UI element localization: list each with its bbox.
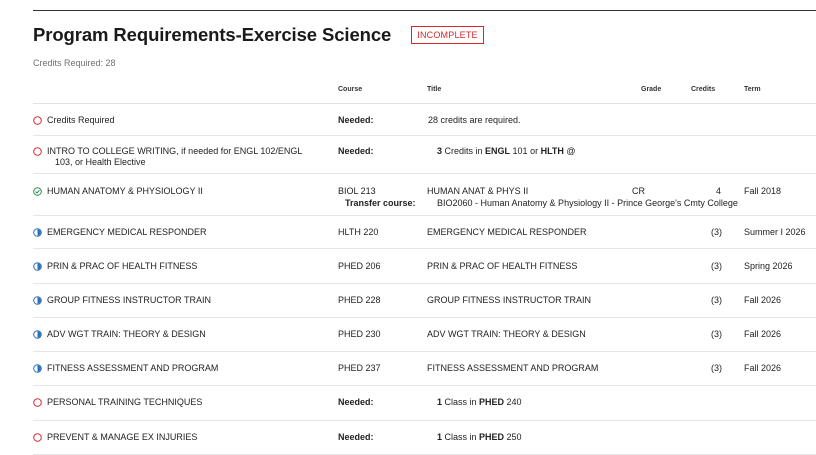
course-code[interactable]: HLTH 220 [338,227,379,237]
empty-circle-icon [33,116,42,125]
course-title: HUMAN ANAT & PHYS II [427,186,529,196]
needed-detail [437,397,522,407]
course-credits: (3) [711,227,722,237]
course-credits: 4 [716,186,722,196]
needed-detail [437,432,522,442]
course-title: PRIN & PRAC OF HEALTH FITNESS [427,261,578,271]
needed-mid-text: Credits in [442,146,486,156]
page-header [33,24,484,46]
requirement-label-line2: 103, or Health Elective [55,157,146,167]
half-circle-icon [33,364,42,373]
course-term: Fall 2018 [744,186,782,196]
course-term: Spring 2026 [744,261,793,271]
requirement-row[interactable] [33,104,816,136]
column-header-title: Title [427,86,442,93]
course-title: EMERGENCY MEDICAL RESPONDER [427,227,587,237]
requirement-row[interactable] [33,136,816,174]
course-link-phed[interactable]: PHED [479,432,505,442]
requirement-label: HUMAN ANATOMY & PHYSIOLOGY II [47,186,203,196]
column-header-term: Term [744,86,761,93]
half-circle-icon [33,228,42,237]
requirement-row[interactable] [33,318,816,352]
column-header-credits: Credits [691,86,716,93]
half-circle-icon [33,262,42,271]
transfer-course-detail: BIO2060 - Human Anatomy & Physiology II - Prince George's Cmty College [437,198,738,208]
requirement-row[interactable] [33,352,816,386]
needed-mid-text: Class in [442,397,480,407]
requirement-label: PREVENT & MANAGE EX INJURIES [47,432,198,442]
course-credits: (3) [711,363,722,373]
course-credits: (3) [711,295,722,305]
check-circle-icon [33,187,42,196]
requirement-label: Credits Required [47,115,115,125]
needed-tail-text: @ [563,146,576,156]
column-header-grade: Grade [641,86,662,93]
requirement-label [47,146,302,168]
requirement-row[interactable] [33,421,816,455]
column-headers [33,80,816,104]
requirement-row[interactable] [33,386,816,421]
requirements-table [33,104,816,455]
credits-required-text: Credits Required: 28 [33,58,116,68]
course-link-phed[interactable]: PHED [479,397,505,407]
empty-circle-icon [33,147,42,156]
course-title: ADV WGT TRAIN: THEORY & DESIGN [427,329,586,339]
requirement-label: PERSONAL TRAINING TECHNIQUES [47,397,203,407]
course-term: Summer I 2026 [744,227,806,237]
top-divider [33,10,816,11]
needed-detail [437,146,576,156]
course-code[interactable]: BIOL 213 [338,186,376,196]
course-code[interactable]: PHED 237 [338,363,381,373]
requirement-row[interactable] [33,216,816,249]
course-code[interactable]: PHED 206 [338,261,381,271]
course-code[interactable]: PHED 230 [338,329,381,339]
course-link-engl[interactable]: ENGL [485,146,511,156]
needed-mid-text: Class in [442,432,480,442]
needed-tail-text: 250 [504,432,522,442]
column-header-course: Course [338,86,363,93]
needed-count: 1 [437,432,443,442]
half-circle-icon [33,296,42,305]
course-code[interactable]: PHED 228 [338,295,381,305]
needed-count: 3 [437,146,443,156]
requirement-row[interactable] [33,284,816,318]
page-title: Program Requirements-Exercise Science [33,24,392,45]
course-credits: (3) [711,329,722,339]
requirement-label-line1: INTRO TO COLLEGE WRITING, if needed for ENGL 102/ENGL [47,146,303,156]
course-title: GROUP FITNESS INSTRUCTOR TRAIN [427,295,592,305]
empty-circle-icon [33,398,42,407]
needed-label: Needed: [338,432,374,442]
requirement-label: GROUP FITNESS INSTRUCTOR TRAIN [47,295,212,305]
needed-label: Needed: [338,146,374,156]
course-link-hlth[interactable]: HLTH [540,146,564,156]
needed-tail-text: 240 [504,397,522,407]
course-credits: (3) [711,261,722,271]
course-title: FITNESS ASSESSMENT AND PROGRAM [427,363,599,373]
half-circle-icon [33,330,42,339]
needed-mid-text-2: 101 or [510,146,541,156]
requirement-row[interactable] [33,249,816,284]
transfer-course-label: Transfer course: [345,198,416,208]
requirement-label: FITNESS ASSESSMENT AND PROGRAM [47,363,219,373]
requirement-label: EMERGENCY MEDICAL RESPONDER [47,227,207,237]
needed-detail: 28 credits are required. [428,115,521,125]
empty-circle-icon [33,433,42,442]
course-grade: CR [632,186,645,196]
needed-label: Needed: [338,115,374,125]
course-term: Fall 2026 [744,329,782,339]
needed-label: Needed: [338,397,374,407]
course-term: Fall 2026 [744,295,782,305]
course-term: Fall 2026 [744,363,782,373]
requirement-label: PRIN & PRAC OF HEALTH FITNESS [47,261,198,271]
requirement-row[interactable] [33,174,816,216]
requirement-label: ADV WGT TRAIN: THEORY & DESIGN [47,329,206,339]
status-badge: INCOMPLETE [411,26,484,44]
needed-count: 1 [437,397,443,407]
